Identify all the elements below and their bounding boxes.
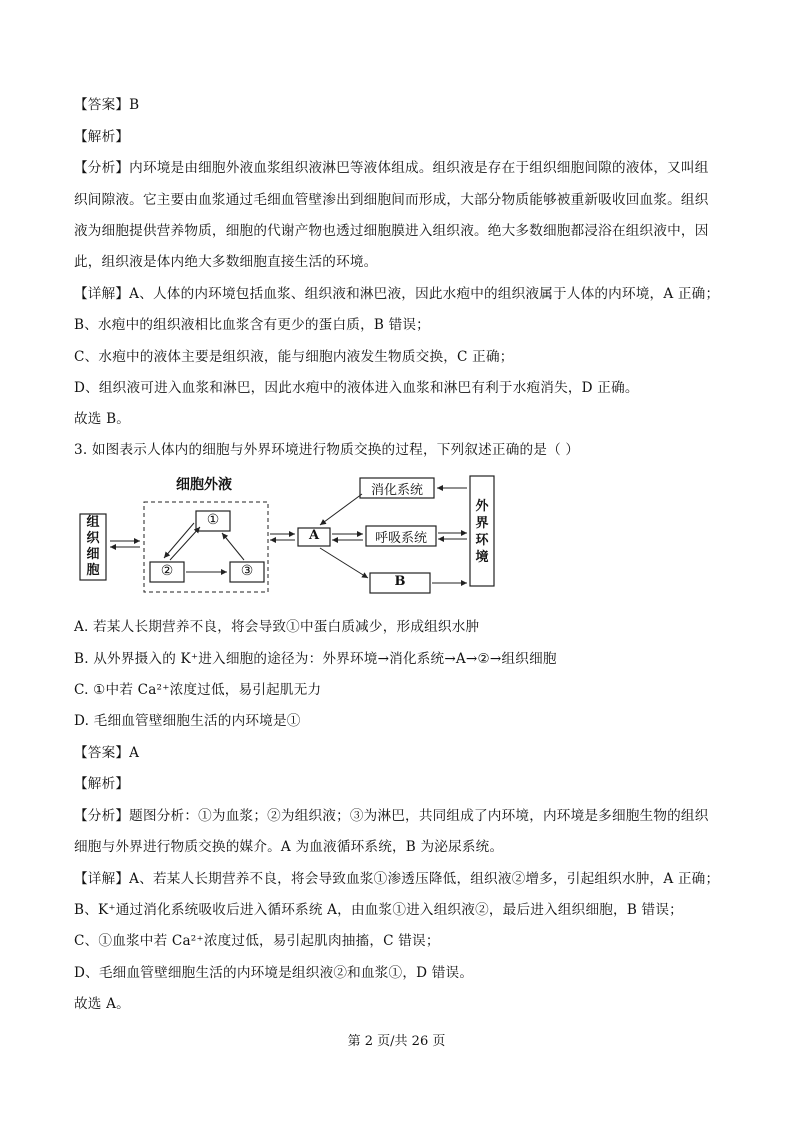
text-line: D、毛细血管壁细胞生活的内环境是组织液②和血浆①，D 错误。 — [74, 965, 474, 981]
text-line: 此，组织液是体内绝大多数细胞直接生活的环境。 — [74, 254, 378, 270]
text-line: 【解析】 — [74, 776, 130, 792]
text-line: 【答案】B — [74, 97, 140, 113]
text-line: C、水疱中的液体主要是组织液，能与细胞内液发生物质交换，C 正确； — [74, 349, 514, 365]
text-line: 【分析】题图分析：①为血浆；②为组织液；③为淋巴，共同组成了内环境，内环境是多细胞生物的组织 — [74, 808, 709, 824]
nodeB-label: B — [394, 574, 406, 589]
tissue-cell-label: 组 织 细 胞 — [86, 515, 100, 578]
text-line: 3. 如图表示人体内的细胞与外界环境进行物质交换的过程，下列叙述正确的是（ ） — [74, 442, 580, 458]
text-line: C. ①中若 Ca²⁺浓度过低，易引起肌无力 — [74, 682, 322, 698]
extracellular-label: 细胞外液 — [176, 477, 232, 493]
text-line: 液为细胞提供营养物质，细胞的代谢产物也透过细胞膜进入组织液。绝大多数细胞都浸浴在组织液中，因 — [74, 223, 709, 239]
text-line: D、组织液可进入血浆和淋巴，因此水疱中的液体进入血浆和淋巴有利于水疱消失，D 正确。 — [74, 380, 639, 396]
node1-label: ① — [206, 512, 220, 528]
external-label: 外 界 环 境 — [475, 499, 489, 565]
exchange-diagram — [74, 470, 514, 596]
text-line: 【解析】 — [74, 129, 130, 145]
diagram-lines — [74, 470, 514, 596]
text-line: 【详解】A、人体的内环境包括血浆、组织液和淋巴液，因此水疱中的组织液属于人体的内环境，A 正确； — [74, 286, 720, 302]
text-line: 故选 A。 — [74, 996, 130, 1012]
text-line: 故选 B。 — [74, 411, 131, 427]
text-line: 【详解】A、若某人长期营养不良，将会导致血浆①渗透压降低，组织液②增多，引起组织水肿，A 正确； — [74, 871, 720, 887]
text-line: 细胞与外界进行物质交换的媒介。A 为血液循环系统，B 为泌尿系统。 — [74, 839, 504, 855]
text-line: A. 若某人长期营养不良，将会导致①中蛋白质减少，形成组织水肿 — [74, 619, 480, 635]
text-line: 织间隙液。它主要由血浆通过毛细血管壁渗出到细胞间而形成，大部分物质能够被重新吸收回血浆。组织 — [74, 192, 709, 208]
text-line: C、①血浆中若 Ca²⁺浓度过低，易引起肌肉抽搐，C 错误； — [74, 933, 440, 949]
text-line: D. 毛细血管壁细胞生活的内环境是① — [74, 713, 301, 729]
text-line: B. 从外界摄入的 K⁺进入细胞的途径为：外界环境→消化系统→A→②→组织细胞 — [74, 651, 557, 667]
text-line: 【答案】A — [74, 745, 140, 761]
text-line: B、K⁺通过消化系统吸收后进入循环系统 A，由血浆①进入组织液②，最后进入组织细胞，B 错误； — [74, 902, 683, 918]
node2-label: ② — [160, 563, 174, 579]
page-footer: 第 2 页/共 26 页 — [347, 1034, 446, 1049]
digestive-label: 消化系统 — [370, 483, 423, 498]
respiratory-label: 呼吸系统 — [374, 531, 427, 546]
node3-label: ③ — [240, 563, 254, 579]
text-line: B、水疱中的组织液相比血浆含有更少的蛋白质，B 错误； — [74, 317, 430, 333]
nodeA-label: A — [308, 528, 320, 543]
text-line: 【分析】内环境是由细胞外液血浆组织液淋巴等液体组成。组织液是存在于组织细胞间隙的液体，又叫组 — [74, 160, 709, 176]
